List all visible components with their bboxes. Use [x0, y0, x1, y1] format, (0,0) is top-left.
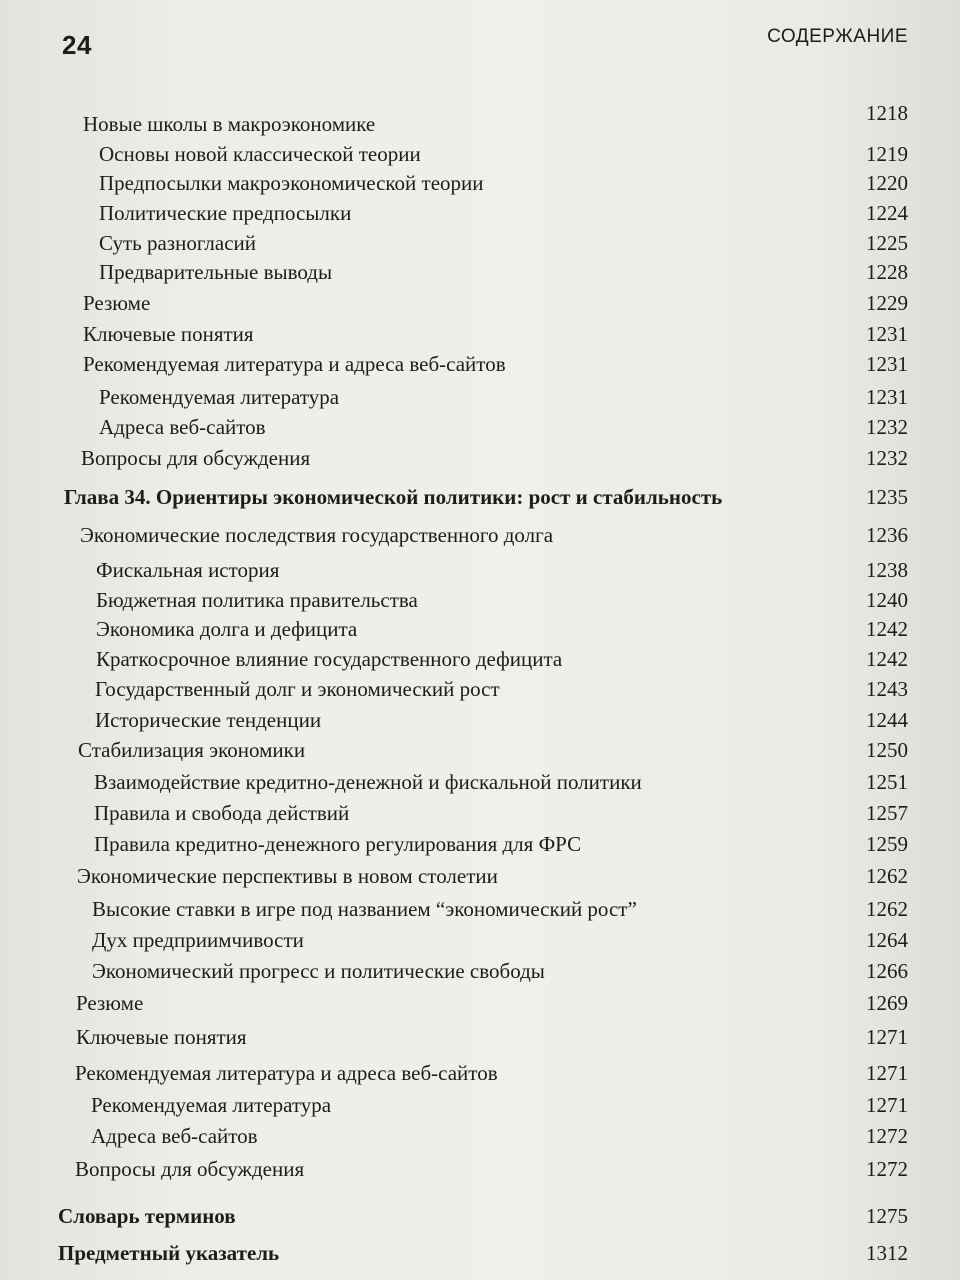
toc-subsection [0, 705, 960, 735]
toc-section [0, 109, 960, 139]
toc-entry-title: Рекомендуемая литература [91, 1093, 332, 1117]
toc-entry-page: 1244 [866, 708, 908, 732]
toc-entry-page: 1312 [866, 1241, 908, 1265]
toc-entry-title: Бюджетная политика правительства [96, 588, 418, 612]
toc-subsection [0, 1121, 960, 1151]
toc-entry-title: Суть разногласий [99, 231, 256, 255]
toc-entry-page: 1219 [866, 142, 908, 166]
toc-entry-title: Рекомендуемая литература [99, 385, 340, 409]
toc-subsection [0, 555, 960, 585]
toc-entry-page: 1262 [866, 897, 908, 921]
toc-entry-title: Рекомендуемая литература и адреса веб-сайтов [75, 1061, 498, 1085]
toc-entry-page: 1238 [866, 558, 908, 582]
toc-entry-title: Резюме [76, 991, 144, 1015]
toc-subsection [0, 585, 960, 615]
toc-entry-page: 1224 [866, 201, 908, 225]
toc-entry-page: 1269 [866, 991, 908, 1015]
toc-section [0, 1154, 960, 1184]
toc-entry-title: Адреса веб-сайтов [91, 1124, 258, 1148]
toc-subsection [0, 644, 960, 674]
toc-entry-title: Правила кредитно-денежного регулирования для ФРС [94, 832, 582, 856]
toc-entry-page: 1272 [866, 1157, 908, 1181]
toc-subsection [0, 198, 960, 228]
toc-subsection [0, 674, 960, 704]
toc-entry-page: 1242 [866, 617, 908, 641]
page-number: 24 [62, 30, 92, 60]
toc-entry-title: Исторические тенденции [95, 708, 322, 732]
toc-subsection [0, 767, 960, 797]
running-head: СОДЕРЖАНИЕ [767, 26, 908, 47]
toc-entry-page: 1228 [866, 260, 908, 284]
toc-entry-page: 1271 [866, 1025, 908, 1049]
toc-entry-page: 1218 [866, 101, 908, 125]
toc-subsection [0, 412, 960, 442]
toc-section [0, 443, 960, 473]
toc-entry-title: Основы новой классической теории [99, 142, 421, 166]
toc-subsection [0, 228, 960, 258]
toc-entry-page: 1231 [866, 352, 908, 376]
toc-backmatter [0, 1201, 960, 1231]
toc-entry-page: 1259 [866, 832, 908, 856]
toc-entry-title: Правила и свобода действий [94, 801, 350, 825]
toc-subsection [0, 382, 960, 412]
toc-entry-title: Дух предприимчивости [92, 928, 304, 952]
toc-entry-page: 1236 [866, 523, 908, 547]
toc-subsection [0, 798, 960, 828]
toc-entry-page: 1242 [866, 647, 908, 671]
toc-entry-title: Экономические последствия государственного долга [80, 523, 554, 547]
toc-subsection [0, 168, 960, 198]
toc-subsection [0, 614, 960, 644]
toc-entry-title: Глава 34. Ориентиры экономической политики: рост и стабильность [64, 485, 723, 509]
toc-entry-page: 1225 [866, 231, 908, 255]
toc-entry-title: Предварительные выводы [99, 260, 333, 284]
toc-entry-title: Взаимодействие кредитно-денежной и фискальной политики [94, 770, 642, 794]
toc-subsection [0, 257, 960, 287]
toc-entry-title: Политические предпосылки [99, 201, 352, 225]
toc-entry-title: Ключевые понятия [83, 322, 254, 346]
toc-section [0, 319, 960, 349]
toc-entry-page: 1272 [866, 1124, 908, 1148]
toc-entry-title: Резюме [83, 291, 151, 315]
toc-entry-page: 1271 [866, 1061, 908, 1085]
toc-entry-title: Словарь терминов [58, 1204, 236, 1228]
toc-section [0, 349, 960, 379]
toc-entry-page: 1235 [866, 485, 908, 509]
toc-backmatter [0, 1238, 960, 1268]
toc-entry-title: Рекомендуемая литература и адреса веб-сайтов [83, 352, 506, 376]
toc-entry-title: Новые школы в макроэкономике [83, 112, 376, 136]
toc-subsection [0, 139, 960, 169]
toc-entry-page: 1251 [866, 770, 908, 794]
toc-entry-page: 1271 [866, 1093, 908, 1117]
toc-section [0, 735, 960, 765]
toc-entry-page: 1250 [866, 738, 908, 762]
toc-section [0, 288, 960, 318]
toc-entry-title: Фискальная история [96, 558, 280, 582]
toc-subsection [0, 925, 960, 955]
toc-entry-title: Ключевые понятия [76, 1025, 247, 1049]
toc-entry-page: 1231 [866, 322, 908, 346]
toc-entry-title: Высокие ставки в игре под названием “экономический рост” [92, 897, 637, 921]
toc-entry-page: 1262 [866, 864, 908, 888]
toc-entry-title: Предметный указатель [58, 1241, 280, 1265]
toc-section [0, 1058, 960, 1088]
toc-entry-title: Вопросы для обсуждения [81, 446, 311, 470]
toc-entry-page: 1264 [866, 928, 908, 952]
toc-entry-title: Экономика долга и дефицита [96, 617, 358, 641]
toc-entry-page: 1231 [866, 385, 908, 409]
toc-entry-page: 1229 [866, 291, 908, 315]
toc-section [0, 861, 960, 891]
toc-entry-title: Краткосрочное влияние государственного дефицита [96, 647, 563, 671]
toc-subsection [0, 829, 960, 859]
toc-section [0, 520, 960, 550]
toc-entry-title: Стабилизация экономики [78, 738, 306, 762]
toc-entry-page: 1266 [866, 959, 908, 983]
toc-entry-title: Экономические перспективы в новом столетии [77, 864, 498, 888]
toc-entry-page: 1275 [866, 1204, 908, 1228]
toc-entry-page: 1232 [866, 446, 908, 470]
toc-entry-title: Вопросы для обсуждения [75, 1157, 305, 1181]
toc-entry-title: Экономический прогресс и политические свободы [92, 959, 545, 983]
toc-entry-title: Предпосылки макроэкономической теории [99, 171, 484, 195]
toc-chapter [0, 482, 960, 512]
toc-entry-page: 1232 [866, 415, 908, 439]
toc-subsection [0, 894, 960, 924]
toc-subsection [0, 956, 960, 986]
toc-entry-title: Адреса веб-сайтов [99, 415, 266, 439]
toc-entry-page: 1220 [866, 171, 908, 195]
toc-section [0, 1022, 960, 1052]
toc-entry-page: 1243 [866, 677, 908, 701]
toc-entry-page: 1257 [866, 801, 908, 825]
toc-subsection [0, 1090, 960, 1120]
toc-entry-title: Государственный долг и экономический рост [95, 677, 500, 701]
toc-entry-page: 1240 [866, 588, 908, 612]
toc-section [0, 988, 960, 1018]
